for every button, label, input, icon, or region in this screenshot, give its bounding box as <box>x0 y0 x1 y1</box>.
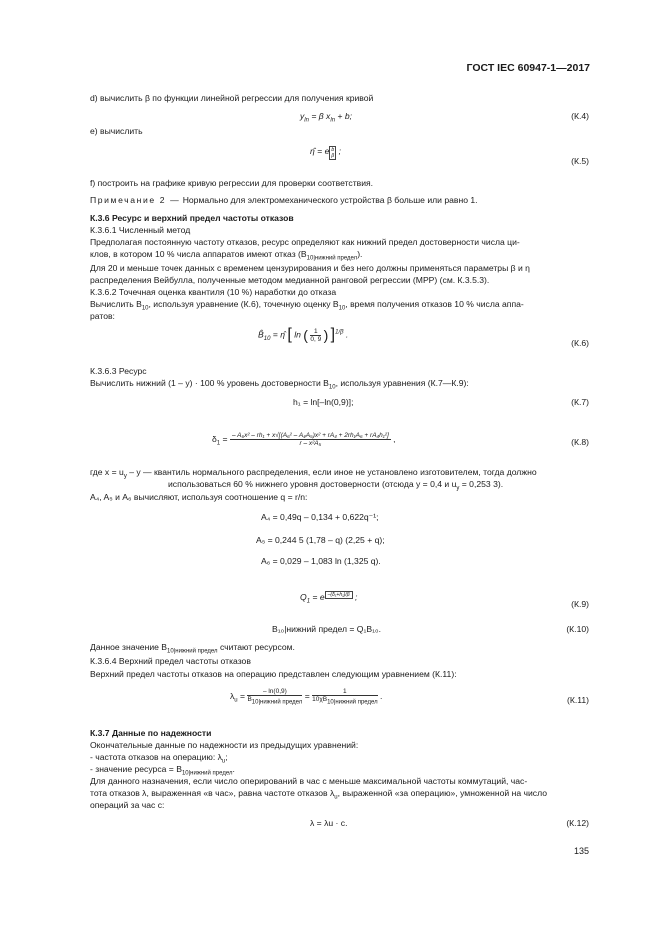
step-e: e) вычислить <box>90 126 143 136</box>
equation-k4: $y_{ln} = \beta$ $x_{ln} + b$; <box>300 111 352 124</box>
paragraph-2a: Для 20 и меньше точек данных с временем цензурирования и без него должны применяться параметры β и η <box>90 263 530 273</box>
equation-a5: A₅ = 0,244 5 (1,78 – q) (2,25 + q); <box>256 535 385 545</box>
paragraph-8: Верхний предел частоты отказов на операцию представлен следующим уравнением (К.11): <box>90 669 457 679</box>
equation-a4: A₄ = 0,49q – 0,134 + 0,622q⁻¹; <box>261 512 379 522</box>
eq-number-k8: (К.8) <box>571 437 589 447</box>
paragraph-6: A₄, A₅ и A₆ вычисляют, используя соотношение q = r/n: <box>90 492 308 502</box>
note-2 <box>90 194 590 206</box>
equation-k6: $B̂_{10}$ = η̂ [ ln ( $\frac{1}{0, 9}$ ) ]$^{1/\beta}$ . <box>258 326 349 343</box>
equation-k5: η̂ = e $^{b \beta}$ ; <box>310 146 341 159</box>
paragraph-4: Вычислить нижний (1 – y) · 100 % уровень достоверности $B_{10}$, используя уравнения (К.7—К.9): <box>90 378 469 391</box>
section-k37: К.3.7 Данные по надежности <box>90 728 212 738</box>
equation-k9: $Q_1 = e$ $^{-(\delta_1+h_1)/\beta}$ ; <box>300 592 358 605</box>
section-k363: К.3.6.3 Ресурс <box>90 366 147 376</box>
paragraph-10a: Для данного назначения, если число оперирований в час c меньше максимальной частоты коммутаций, час- <box>90 776 528 786</box>
paragraph-7: Данное значение $B_{10|нижний предел}$ считают ресурсом. <box>90 642 295 655</box>
eq-number-k11: (К.11) <box>566 695 589 705</box>
eq-number-k9: (К.9) <box>571 599 589 609</box>
equation-k10: B₁₀|нижний предел = Q₁B₁₀. <box>272 624 381 634</box>
paragraph-10c: операций за час c: <box>90 800 165 810</box>
paragraph-2b: распределения Вейбулла, полученные методом медианной ранговой регрессии (MPP) (см. К.3.5.3). <box>90 275 490 285</box>
eq8-denominator: r – x²A₅ <box>299 440 322 447</box>
equation-k7: h₁ = ln[–ln(0,9)]; <box>293 397 354 407</box>
note-label: Примечание 2 — <box>90 195 181 205</box>
eq-number-k10: (К.10) <box>566 624 589 634</box>
section-k362: К.3.6.2 Точечная оценка квантиля (10 %) наработки до отказа <box>90 287 337 297</box>
equation-k8: $\delta_1$ = $\frac{\text{– A₆x² – rh₁ + x√[(A₆² – A₄A₅)x² + rA₄ + 2rh₁A₆ + rA₄h₁²]}}{\text{r – x²A₅}}$ , <box>212 432 396 447</box>
step-f: f) построить на графике кривую регрессии для проверки соответствия. <box>90 178 374 188</box>
paragraph-5a: где $x = u_y - y$ — квантиль нормального распределения, если иное не установлено изготовителем, тогда должно <box>90 467 537 480</box>
paragraph-5b: использоваться 60 % нижнего уровня достоверности (отсюда y = 0,4 и $u_y = 0,253$ 3). <box>168 479 504 492</box>
eq-number-k7: (К.7) <box>571 397 589 407</box>
paragraph-9: Окончательные данные по надежности из предыдущих уравнений: <box>90 740 359 750</box>
eq-number-k5: (К.5) <box>571 156 589 166</box>
paragraph-10b: тота отказов λ, выраженная «в час», равна частоте отказов $\lambda_u$, выраженной «за операцию», умноженной на число <box>90 788 547 801</box>
page-header: ГОСТ IEC 60947-1—2017 <box>466 62 590 74</box>
page-number: 135 <box>573 846 589 856</box>
step-d: d) вычислить β по функции линейной регрессии для получения кривой <box>90 93 374 103</box>
note-text: Нормально для электромеханического устройства β больше или равно 1. <box>182 195 478 205</box>
paragraph-1a: Предполагая постоянную частоту отказов, ресурс определяют как нижний предел достоверности числа ци- <box>90 237 520 247</box>
section-k361: К.3.6.1 Численный метод <box>90 225 191 235</box>
eq8-numerator: – A₆x² – rh₁ + x√[(A₆² – A₄A₅)x² + rA₄ + 2rh₁A₆ + rA₄h₁²] <box>231 432 389 439</box>
section-k36: К.3.6 Ресурс и верхний предел частоты отказов <box>90 213 294 223</box>
equation-k12: λ = λu · c. <box>310 818 348 828</box>
equation-k11: $\lambda_u$ = $\frac{- \ln(0,9)}{B_{10|нижний предел}}$ = $\frac{1}{10\chi B_{10|нижний предел}}$ . <box>230 688 383 706</box>
paragraph-1b: клов, в котором 10 % числа аппаратов имеют отказ $(B_{10|нижний предел})$. <box>90 249 363 262</box>
eq-number-k6: (К.6) <box>571 338 589 348</box>
eq-number-k12: (К.12) <box>566 818 589 828</box>
paragraph-3a: Вычислить $B_{10}$, используя уравнение (К.6), точечную оценку $B_{10}$, время получения отказов 10 % числа аппа- <box>90 299 524 312</box>
bullet-1: - частота отказов на операцию: $\lambda_u$; <box>90 752 228 765</box>
bullet-2: - значение ресурса = $B_{10|нижний предел}$. <box>90 764 235 777</box>
equation-a6: A₆ = 0,029 – 1,083 ln (1,325 q). <box>261 556 381 566</box>
section-k364: К.3.6.4 Верхний предел частоты отказов <box>90 656 251 666</box>
paragraph-3b: ратов: <box>90 311 115 321</box>
eq-number-k4: (К.4) <box>571 111 589 121</box>
